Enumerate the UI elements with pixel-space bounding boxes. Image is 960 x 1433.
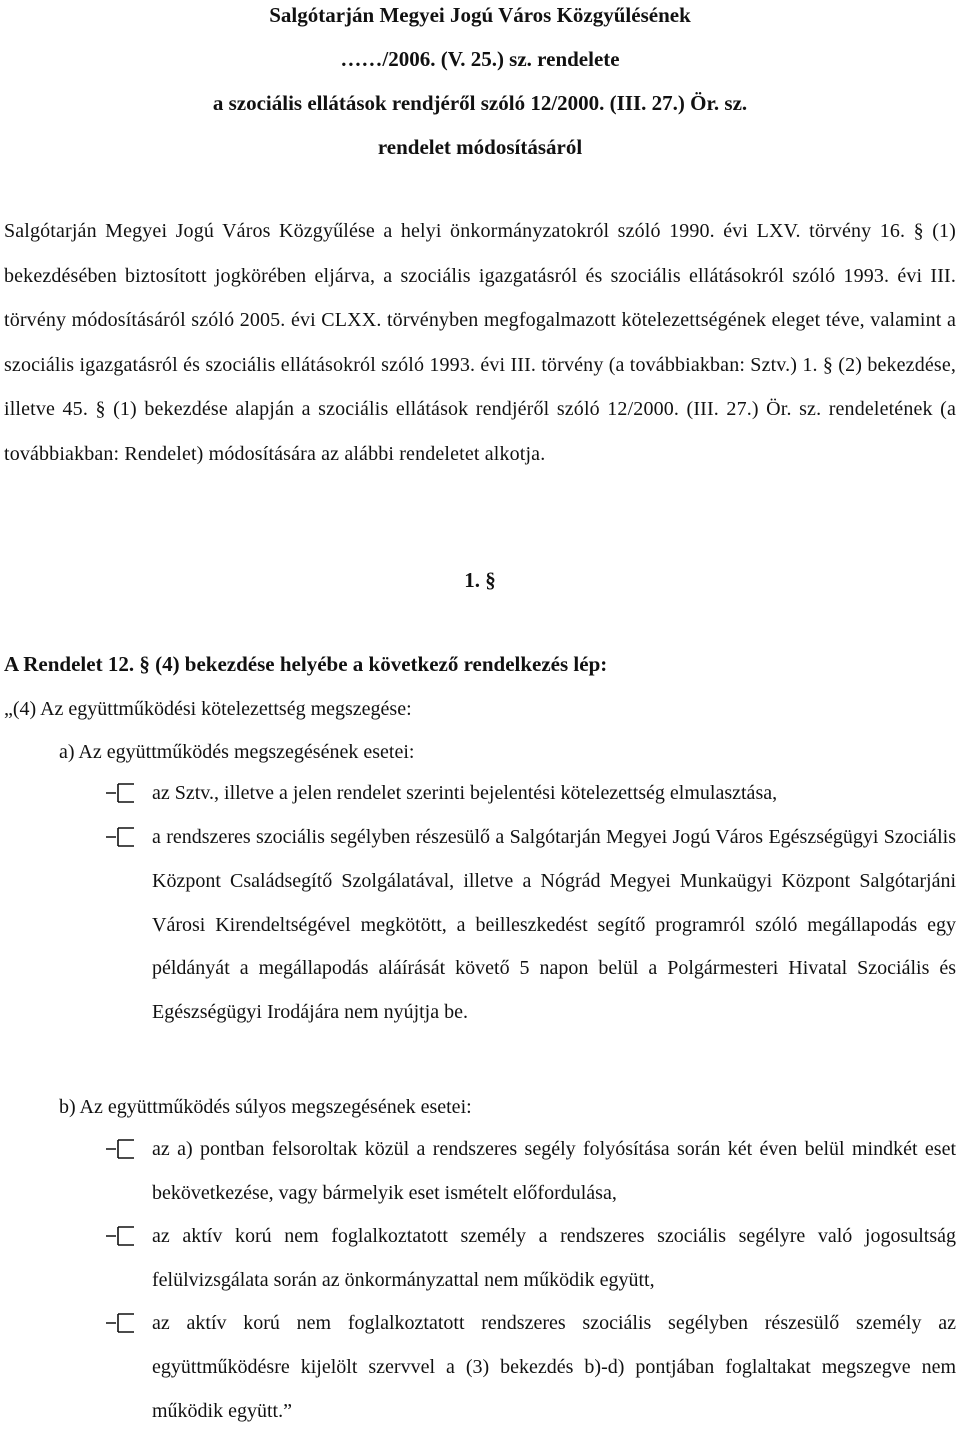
point-b-heading: b) Az együttműködés súlyos megszegésének esetei:	[59, 1096, 472, 1118]
list-item	[104, 1215, 956, 1303]
amendment-intro: A Rendelet 12. § (4) bekezdése helyébe a következő rendelkezés lép:	[4, 652, 608, 676]
heading-line-1: Salgótarján Megyei Jogú Város Közgyűlésének	[269, 3, 691, 27]
list-item-text: az aktív korú nem foglalkoztatott személy a rendszeres szociális segélyre való jogosultság felülvizsgálata során az önkormányzattal nem működik együtt,	[152, 1225, 956, 1291]
point-a-heading: a) Az együttműködés megszegésének esetei:	[59, 741, 415, 763]
section-number: 1. §	[464, 568, 496, 592]
bullet-icon	[104, 1138, 140, 1160]
list-item	[104, 1302, 956, 1433]
list-item	[104, 816, 956, 1035]
heading-line-4: rendelet módosításáról	[377, 135, 583, 159]
list-item	[104, 772, 956, 816]
preamble-paragraph: Salgótarján Megyei Jogú Város Közgyűlése a helyi önkormányzatokról szóló 1990. évi LXV. törvény 16. § (1) bekezdésében biztosított jogkörében eljárva, a szociális igazgatásról és szociális ellátásokról szóló 1993. évi III. törvény módosításáról szóló 2005. évi CLXX. törvényben megfogalmazott kötelezettségének eleget téve, valamint a szociális igazgatásról és szociális ellátásokról szóló 1993. évi III. törvény (a továbbiakban: Sztv.) 1. § (2) bekezdése, illetve 45. § (1) bekezdése alapján a szociális ellátások rendjéről szóló 12/2000. (III. 27.) Ör. sz. rendeletének (a továbbiakban: Rendelet) módosítására az alábbi rendeletet alkotja.	[4, 220, 956, 465]
heading-line-3: a szociális ellátások rendjéről szóló 12/2000. (III. 27.) Ör. sz.	[212, 91, 748, 115]
list-item-text: az a) pontban felsoroltak közül a rendszeres segély folyósítása során két éven belül mindkét eset bekövetkezése, vagy bármelyik eset ismételt előfordulása,	[152, 1138, 956, 1204]
bullet-icon	[104, 826, 140, 848]
list-item-text: a rendszeres szociális segélyben részesülő a Salgótarján Megyei Jogú Város Egészségügyi Szociális Központ Családsegítő Szolgálatával, illetve a Nógrád Megyei Munkaügyi Központ Salgótarjáni Városi Kirendeltségével megkötött, a beilleszkedést segítő programról szóló megállapodás egy példányát a megállapodás aláírását követő 5 napon belül a Polgármesteri Hivatal Szociális és Egészségügyi Irodájára nem nyújtja be.	[152, 826, 956, 1024]
paragraph-4-heading: „(4) Az együttműködési kötelezettség megszegése:	[4, 698, 412, 720]
heading-line-2: ……/2006. (V. 25.) sz. rendelete	[340, 47, 620, 71]
bullet-icon	[104, 782, 140, 804]
list-item	[104, 1128, 956, 1216]
bullet-icon	[104, 1312, 140, 1334]
bullet-icon	[104, 1225, 140, 1247]
list-item-text: az aktív korú nem foglalkoztatott rendszeres szociális segélyben részesülő személy az együttműködésre kijelölt szervvel a (3) bekezdés b)-d) pontjában foglaltakat megszegve nem működik együtt.”	[152, 1312, 956, 1422]
list-item-text: az Sztv., illetve a jelen rendelet szerinti bejelentési kötelezettség elmulasztása,	[152, 782, 778, 804]
